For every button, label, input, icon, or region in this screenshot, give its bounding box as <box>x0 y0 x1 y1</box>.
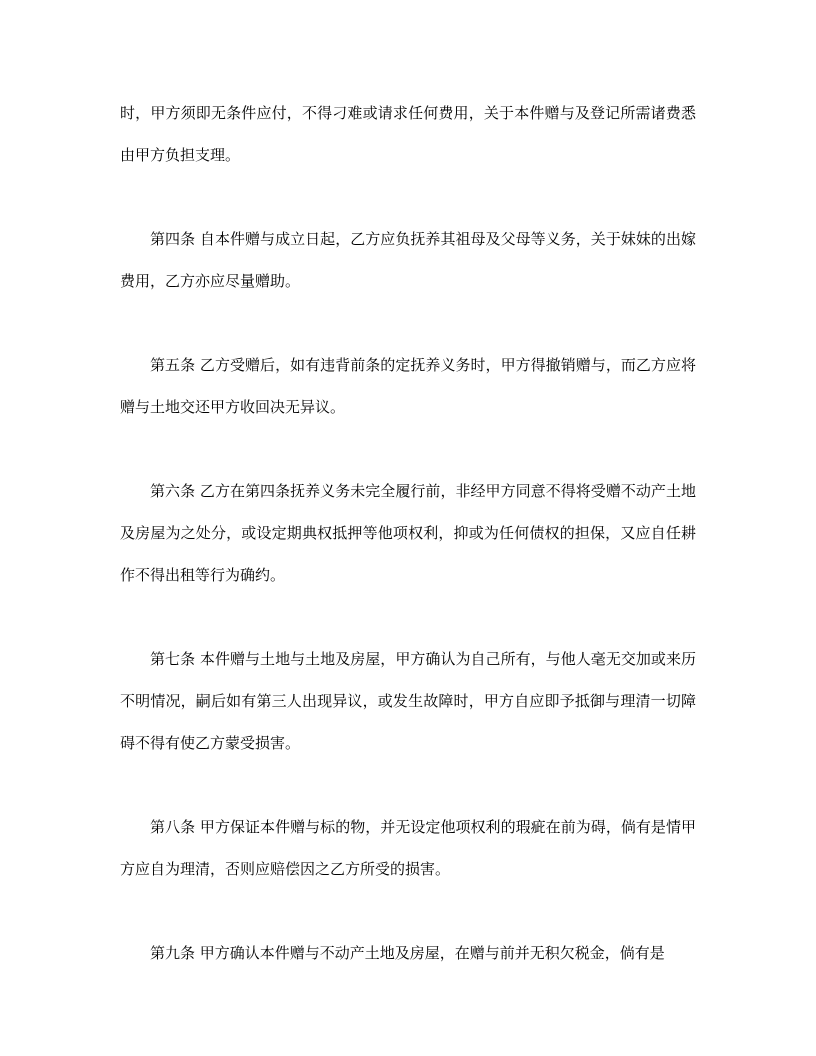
article-7-paragraph: 第七条 本件赠与土地与土地及房屋，甲方确认为自己所有，与他人毫无交加或来历不明情况，嗣后如有第三人出现异议，或发生故障时，甲方自应即予抵御与理清一切障碍不得有使乙方蒙受损害。 <box>120 650 696 752</box>
article-4-paragraph: 第四条 自本件赠与成立日起，乙方应负抚养其祖母及父母等义务，关于妹妹的出嫁费用，乙方亦应尽量赠助。 <box>120 230 696 290</box>
paragraph-continuation: 时，甲方须即无条件应付，不得刁难或请求任何费用，关于本件赠与及登记所需诸费悉由甲方负担支理。 <box>120 104 696 164</box>
article-9-paragraph: 第九条 甲方确认本件赠与不动产土地及房屋，在赠与前并无积欠税金，倘有是 <box>150 944 665 962</box>
article-5-paragraph: 第五条 乙方受赠后，如有违背前条的定抚养义务时，甲方得撤销赠与，而乙方应将赠与土地交还甲方收回决无异议。 <box>120 356 696 416</box>
article-8-paragraph: 第八条 甲方保证本件赠与标的物，并无设定他项权利的瑕疵在前为碍，倘有是情甲方应自为理清，否则应赔偿因之乙方所受的损害。 <box>120 818 696 878</box>
document-body <box>120 92 696 974</box>
article-6-paragraph: 第六条 乙方在第四条抚养义务未完全履行前，非经甲方同意不得将受赠不动产土地及房屋为之处分，或设定期典权抵押等他项权利，抑或为任何债权的担保，又应自任耕作不得出租等行为确约。 <box>120 482 696 584</box>
